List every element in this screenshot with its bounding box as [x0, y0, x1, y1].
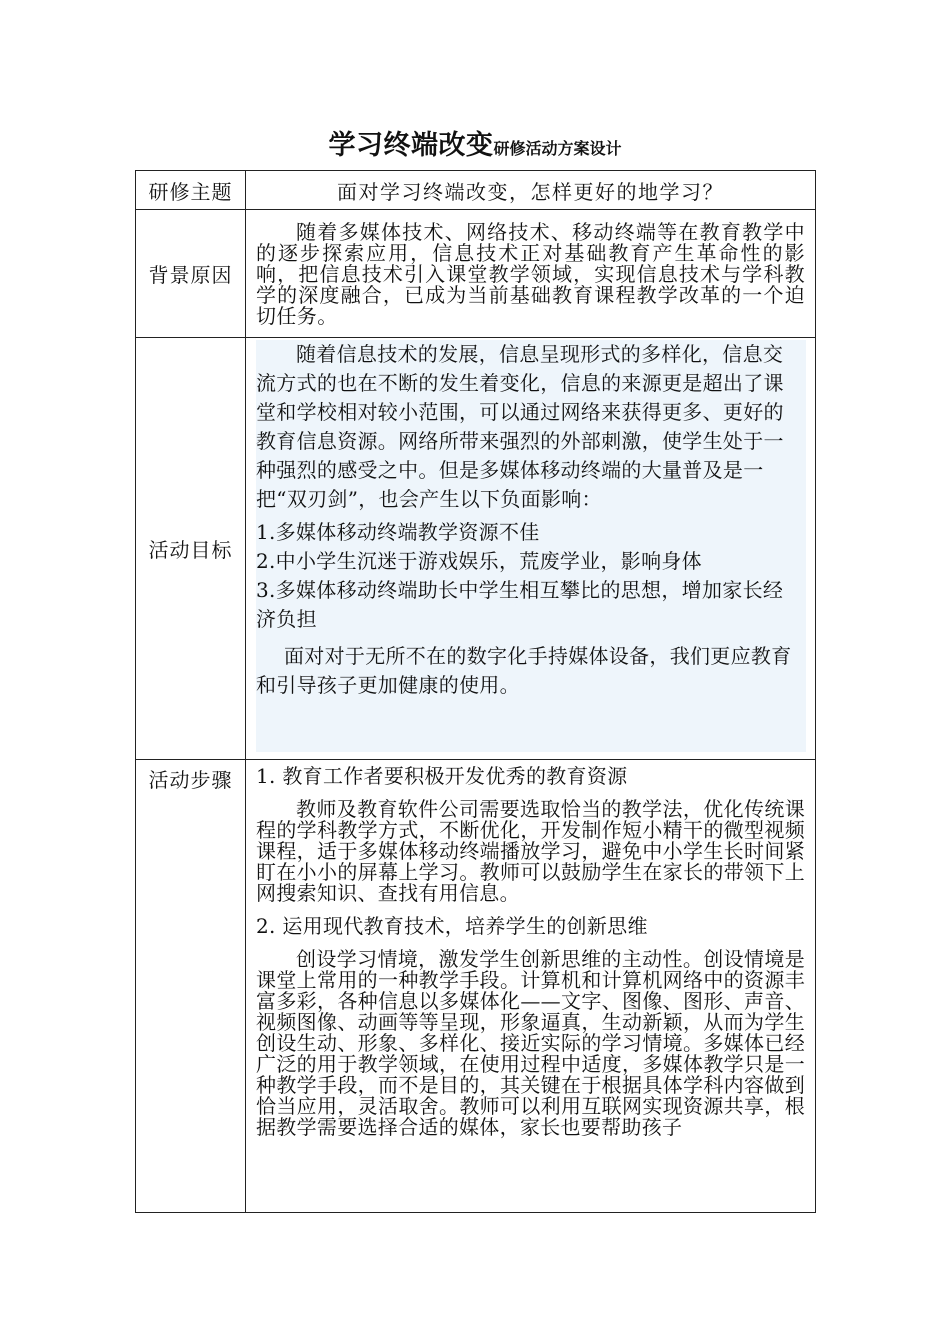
step2-title: 2. 运用现代教育技术，培养学生的创新思维 [256, 914, 648, 938]
background-cell [246, 210, 816, 338]
table-row-background [136, 210, 816, 338]
document-title [0, 123, 950, 162]
goal-intro: 随着信息技术的发展，信息呈现形式的多样化，信息交流方式的也在不断的发生着变化，信息的来源更是超出了课堂和学校相对较小范围，可以通过网络来获得更多、更好的教育信息资源。网络所带来强烈的外部刺激，使学生处于一种强烈的感受之中。但是多媒体移动终端的大量普及是一把“双刃剑”，也会产生以下负面影响： [256, 342, 784, 511]
topic-text: 面对学习终端改变，怎样更好的地学习？ [337, 179, 724, 204]
goal-item-1: 1.多媒体移动终端教学资源不佳 [256, 520, 540, 544]
step1-title: 1. 教育工作者要积极开发优秀的教育资源 [256, 764, 628, 788]
table-row-goal [136, 338, 816, 760]
title-sub: 研修活动方案设计 [493, 139, 622, 158]
background-text: 随着多媒体技术、网络技术、移动终端等在教育教学中的逐步探索应用，信息技术正对基础教育产生革命性的影响，把信息技术引入课堂教学领域，实现信息技术与学科教学的深度融合，已成为当前基础教育课程教学改革的一个迫切任务。 [256, 220, 805, 328]
table-row-steps [136, 760, 816, 1213]
title-main: 学习终端改变 [328, 130, 494, 161]
goal-item-2: 2.中小学生沉迷于游戏娱乐，荒废学业，影响身体 [256, 549, 702, 573]
topic-cell [246, 171, 816, 210]
step1-text: 教师及教育软件公司需要选取恰当的教学法，优化传统课程的学科教学方式，不断优化，开发制作短小精干的微型视频课程，适于多媒体移动终端播放学习，避免中小学生长时间紧盯在小小的屏幕上学习。教师可以鼓励学生在家长的带领下上网搜索知识、查找有用信息。 [256, 797, 805, 905]
goal-label: 活动目标 [136, 338, 246, 760]
steps-cell [246, 760, 816, 1213]
goal-cell [246, 338, 816, 760]
goal-item-3: 3.多媒体移动终端助长中学生相互攀比的思想，增加家长经济负担 [256, 578, 784, 631]
steps-label: 活动步骤 [136, 760, 246, 1213]
goal-closing: 面对对于无所不在的数字化手持媒体设备，我们更应教育和引导孩子更加健康的使用。 [256, 644, 792, 697]
background-label: 背景原因 [136, 210, 246, 338]
table-row-topic [136, 171, 816, 210]
plan-table [135, 170, 816, 1213]
topic-label: 研修主题 [136, 171, 246, 210]
step2-text: 创设学习情境，激发学生创新思维的主动性。创设情境是课堂上常用的一种教学手段。计算机和计算机网络中的资源丰富多彩，各种信息以多媒体化——文字、图像、图形、声音、视频图像、动画等等呈现，形象逼真，生动新颖，从而为学生创设生动、形象、多样化、接近实际的学习情境。多媒体已经广泛的用于教学领域，在使用过程中适度，多媒体教学只是一种教学手段，而不是目的，其关键在于根据具体学科内容做到恰当应用，灵活取舍。教师可以利用互联网实现资源共享，根据教学需要选择合适的媒体，家长也要帮助孩子 [256, 947, 805, 1139]
